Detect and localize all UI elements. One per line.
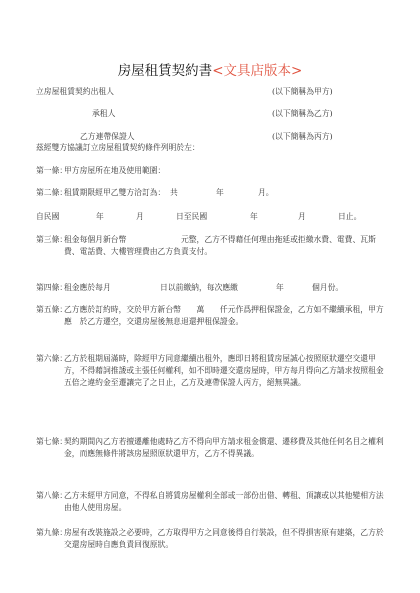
article-4: 第四條： 租金應於每月 日以前繳納，每次應繳 年 個月份。 [36, 283, 344, 292]
lease-period-line: 自民國 年 月 日至民國 年 月 日止。 [36, 212, 362, 221]
party-lessor [36, 86, 386, 98]
party-lessee [36, 108, 386, 120]
article-9 [36, 527, 388, 551]
article-number: 第九條： [36, 528, 68, 537]
article-text: 契約期間內乙方若擅遷離他處時乙方不得向甲方請求租金償還、遷移費及其他任何名目之權利金，而應無條件將該房屋照原狀還甲方，乙方不得異議。 [64, 437, 384, 458]
title-main: 房屋租賃契約書 [117, 63, 213, 79]
article-text: 租金每個月新台幣 元整，乙方不得藉任何理由拖延或拒繳水費、電費、瓦斯費、電話費、大樓管理費由乙方負責支付。 [64, 235, 376, 256]
article-8 [36, 490, 388, 514]
party-note: (以下簡稱為乙方) [272, 109, 333, 118]
article-number: 第三條： [36, 235, 68, 244]
document-title [0, 59, 420, 79]
article-text: 租賃期限經甲乙雙方洽訂為： [64, 188, 166, 197]
party-note: (以下簡稱為甲方) [272, 87, 333, 96]
article-3 [36, 234, 388, 258]
article-text: 乙方應於訂約時，交於甲方新台幣 萬 仟元作爲押租保證金，乙方如不繼續承租，甲方應 於乙方遷空，交還房屋後無息退還押租保證金。 [64, 305, 384, 326]
party-role: 立房屋租賃契約出租人 [36, 87, 114, 96]
article-number: 第四條： [36, 283, 68, 292]
article-number: 第六條： [36, 354, 68, 363]
article-5 [36, 304, 388, 328]
article-2: 第二條： 租賃期限經甲乙雙方洽訂為： 共 年 月。 [36, 188, 274, 197]
article-7 [36, 436, 388, 460]
article-text: 乙方未經甲方同意，不得私自將賃房屋權利全部或一部份出借、轉租、頂讓或以其他變相方法由他人使用房屋。 [64, 491, 384, 512]
intro-line: 茲經雙方協議訂立房屋租賃契約條件列明於左： [36, 143, 200, 152]
article-6 [36, 353, 388, 389]
article-1 [36, 165, 388, 177]
article-text: 租金應於每月 [64, 283, 111, 292]
party-role: 乙方連帶保證人 [80, 132, 135, 141]
article-number: 第八條： [36, 491, 68, 500]
article-number: 第二條： [36, 188, 68, 197]
article-text: 甲方房屋所在地及使用範圍： [64, 166, 166, 175]
article-number: 第五條： [36, 305, 68, 314]
article-number: 第一條： [36, 166, 68, 175]
title-suffix: <文具店版本> [212, 63, 303, 79]
article-number: 第七條： [36, 437, 68, 446]
party-role: 承租人 [92, 109, 116, 118]
article-text: 乙方於租期屆滿時，除經甲方同意繼續出租外，應即日將租賃房屋誠心按照原狀遷空交還甲方，不得藉詞推諉或主張任何權利，如不即時遷交還房屋時，甲方每月得向乙方請求按照租金五倍之違約金至遷讓完了之日止，乙方及連帶保證人丙方，絕無異議。 [64, 354, 384, 387]
party-note: (以下簡稱為丙方) [272, 132, 333, 141]
article-text: 房屋有改裝施設之必要時，乙方取得甲方之同意後得自行裝設，但不得損害原有建築，乙方於交還房屋時自應負責回復原狀。 [64, 528, 384, 549]
